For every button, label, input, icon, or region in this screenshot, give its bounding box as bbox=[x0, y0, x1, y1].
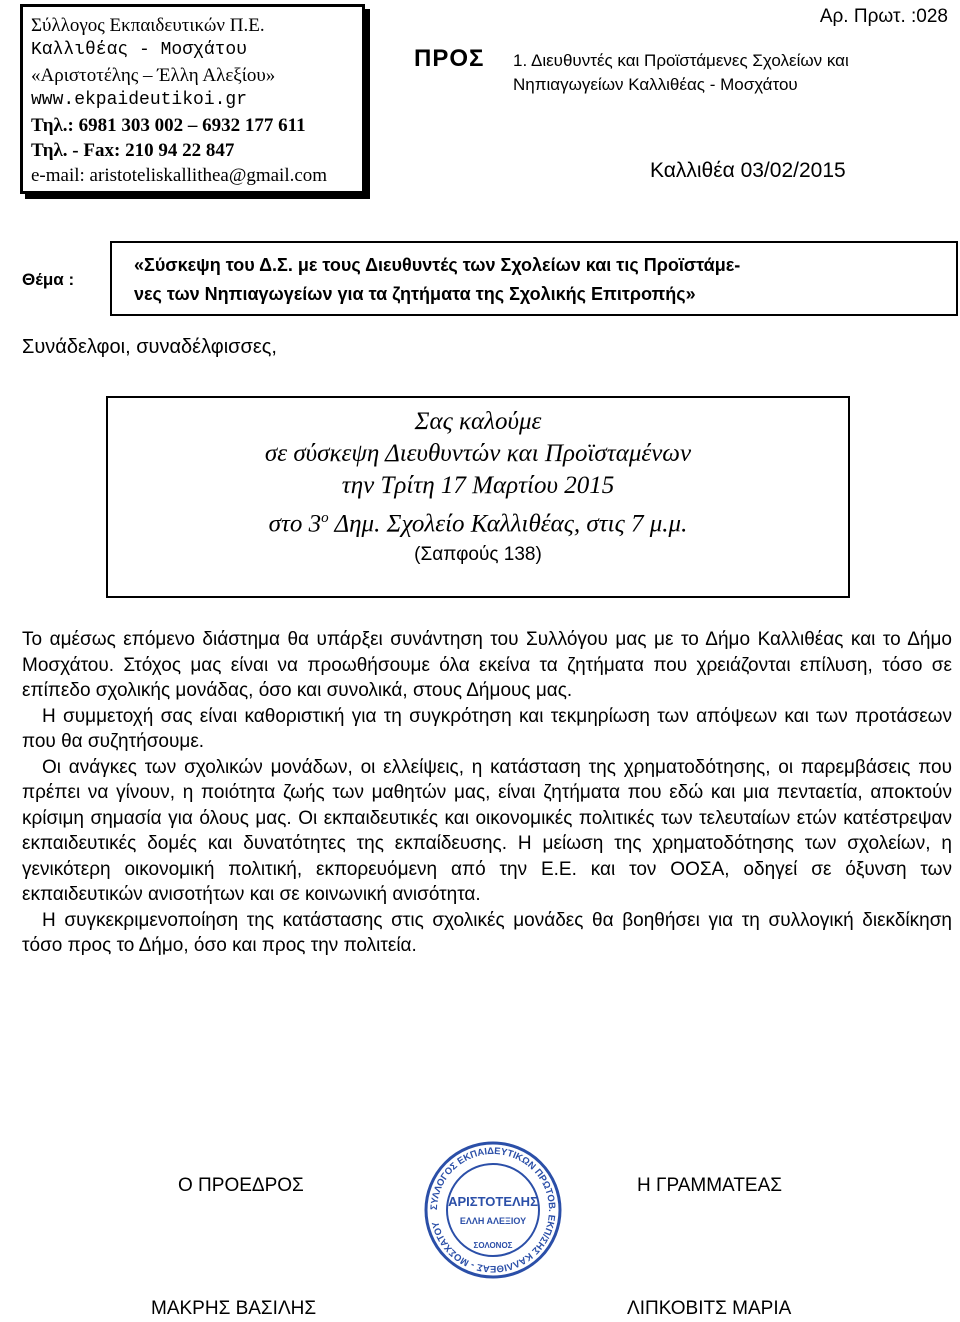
secretary-title: Η ΓΡΑΜΜΑΤΕΑΣ bbox=[637, 1175, 783, 1196]
invitation-line-1: Σας καλούμε bbox=[414, 408, 542, 435]
invitation-venue-sup: ο bbox=[321, 510, 329, 526]
recipient-label: ΠΡΟΣ bbox=[414, 45, 485, 72]
subject-box bbox=[110, 241, 958, 316]
invitation-venue-b: Δημ. Σχολείο Καλλιθέας, στις 7 μ.μ. bbox=[328, 510, 688, 538]
stamp-center-line-1: ΑΡΙΣΤΟΤΕΛΗΣ bbox=[448, 1194, 538, 1209]
president-name: ΜΑΚΡΗΣ ΒΑΣΙΛΗΣ bbox=[151, 1298, 317, 1319]
association-stamp bbox=[423, 1140, 563, 1280]
stamp-seal bbox=[426, 1143, 560, 1277]
invitation-line-2: σε σύσκεψη Διευθυντών και Προϊσταμένων bbox=[264, 440, 692, 467]
sender-motto: «Αριστοτέλης – Έλλη Αλεξίου» bbox=[31, 65, 276, 86]
sender-name: Σύλλογος Εκπαιδευτικών Π.Ε. bbox=[31, 15, 265, 36]
subject-line-1: «Σύσκεψη του Δ.Σ. με τους Διευθυντές των Σχολείων και τις Προϊστάμε- bbox=[134, 255, 741, 275]
body-paragraph-4: Η συγκεκριμενοποίηση της κατάστασης στις σχολικές μονάδες θα βοηθήσει για τη συλλογική διεκδίκηση τόσο προς το Δήμο, όσο και προς την πολιτεία. bbox=[22, 909, 952, 956]
subject-label: Θέμα : bbox=[22, 270, 75, 289]
sender-region: Καλλιθέας - Μοσχάτου bbox=[31, 40, 248, 60]
stamp-bottom-text: ΣΟΛΟΝΟΣ bbox=[473, 1241, 513, 1250]
invitation-box bbox=[106, 396, 850, 598]
president-title: Ο ΠΡΟΕΔΡΟΣ bbox=[178, 1175, 304, 1196]
recipients bbox=[513, 49, 849, 97]
body-paragraph-2: Η συμμετοχή σας είναι καθοριστική για τη συγκρότηση και τεκμηρίωση των απόψεων και των προτάσεων που θα συζητήσουμε. bbox=[22, 705, 952, 752]
sender-box bbox=[20, 4, 365, 194]
sender-fax: Τηλ. - Fax: 210 94 22 847 bbox=[31, 140, 235, 161]
letter-date: Καλλιθέα 03/02/2015 bbox=[650, 159, 846, 182]
recipient-line-1: 1. Διευθυντές και Προϊστάμενες Σχολείων και bbox=[513, 51, 849, 70]
greeting: Συνάδελφοι, συναδέλφισσες, bbox=[22, 336, 277, 358]
subject-line-2: νες των Νηπιαγωγείων για τα ζητήματα της Σχολικής Επιτροπής» bbox=[134, 284, 696, 304]
invitation-venue-a: στο 3 bbox=[268, 510, 322, 538]
recipient-line-2: Νηπιαγωγείων Καλλιθέας - Μοσχάτου bbox=[513, 75, 798, 94]
body-paragraph-3: Οι ανάγκες των σχολικών μονάδων, οι ελλείψεις, η κατάσταση της χρηματοδότησης, οι παρεμβάσεις που πρέπει να γίνουν, η ποιότητα ζωής των μαθητών μας, είναι ζητήματα που εδώ και μια πενταετία, αποκτούν κρίσιμη σημασία για όλους μας. Οι εκπαιδευτικές και οικονομικές πολιτικές των τελευταίων ετών κατέστρεψαν εκπαιδευτικές δομές και δυνατότητες της εκπαίδευσης. Η μείωση της χρηματοδότησης των σχολείων, η γενικότερη οικονομική πολιτική, εκπορευόμενη από την Ε.Ε. και τον ΟΟΣΑ, οδηγεί σε όξυνση των εκπαιδευτικών ανισοτήτων και σε κοινωνική ανισότητα. bbox=[22, 756, 952, 905]
protocol-number: Αρ. Πρωτ. :028 bbox=[819, 6, 948, 27]
sender-website: www.ekpaideutikoi.gr bbox=[31, 90, 248, 110]
invitation-line-4 bbox=[108, 502, 848, 540]
stamp-center-line-2: ΕΛΛΗ ΑΛΕΞΙΟΥ bbox=[459, 1216, 527, 1226]
invitation-line-3: την Τρίτη 17 Μαρτίου 2015 bbox=[341, 472, 615, 499]
stamp-ring-text: ΣΥΛΛΟΓΟΣ ΕΚΠΑΙΔΕΥΤΙΚΩΝ ΠΡΩΤΟΒ. ΕΚΠ/ΣΗΣ ΚΑΛΛΙΘΕΑΣ - ΜΟΣΧΑΤΟΥ bbox=[428, 1145, 558, 1275]
body-paragraph-1: Το αμέσως επόμενο διάστημα θα υπάρξει συνάντηση του Συλλόγου μας με το Δήμο Καλλιθέας και το Δήμο Μοσχάτου. Στόχος μας είναι να προωθήσουμε όλα εκείνα τα ζητήματα που χρειάζονται επίλυση, τόσο σε επίπεδο σχολικής μονάδας, όσο και συνολικά, στους Δήμους μας. bbox=[22, 629, 952, 701]
sender-email: e-mail: aristoteliskallithea@gmail.com bbox=[31, 165, 328, 186]
sender-phone: Τηλ.: 6981 303 002 – 6932 177 611 bbox=[31, 115, 306, 136]
invitation-address: (Σαπφούς 138) bbox=[414, 544, 542, 566]
secretary-name: ΛΙΠΚΟΒΙΤΣ ΜΑΡΙΑ bbox=[627, 1298, 792, 1319]
letter-body bbox=[22, 627, 952, 959]
